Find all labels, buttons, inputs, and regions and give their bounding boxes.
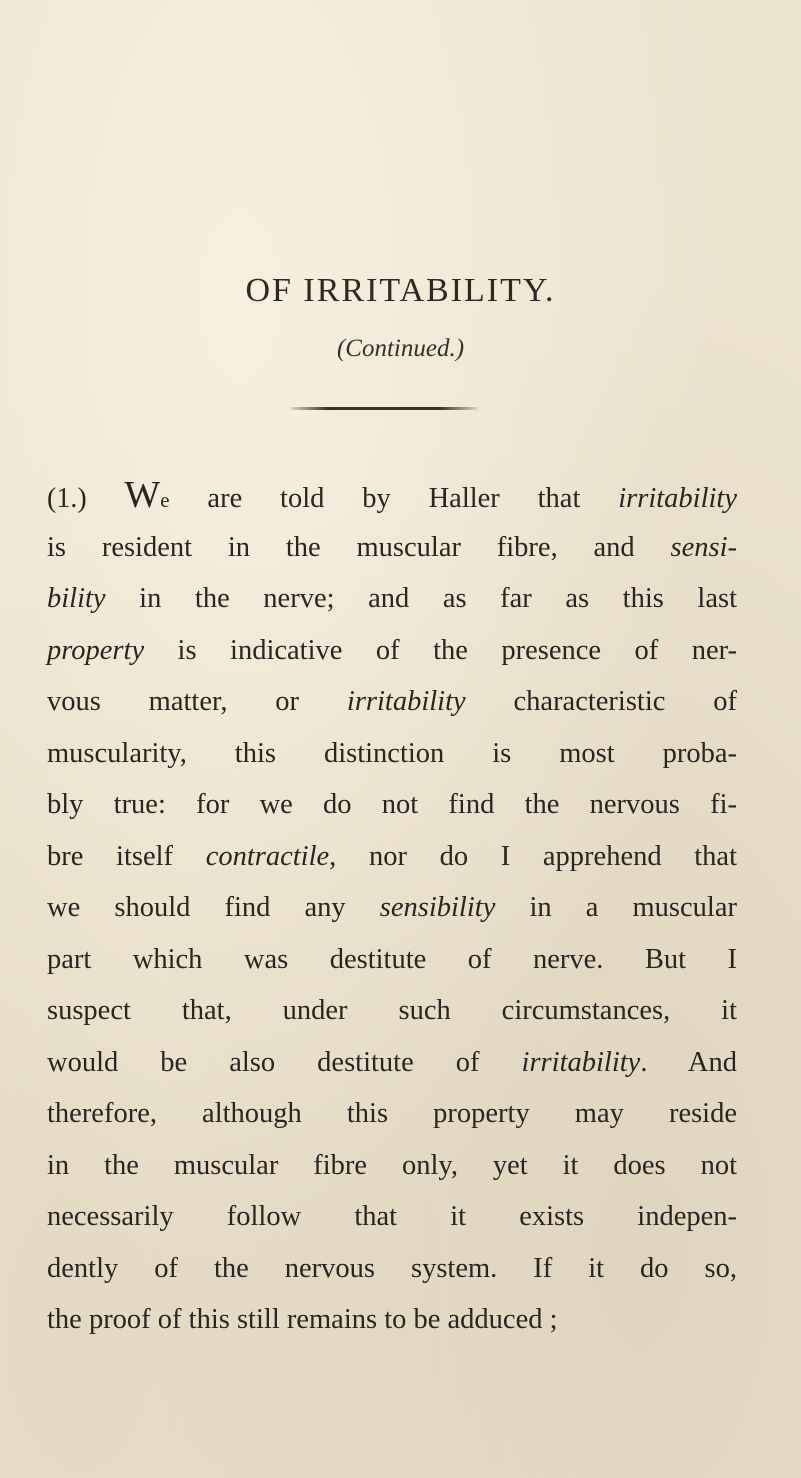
italic-word: property [47, 634, 145, 666]
text-line [47, 625, 737, 677]
text-run: vous matter, or [47, 686, 347, 717]
paragraph-number: (1.) [47, 483, 125, 514]
text-run: bly true: for we do not find the nervous fi- [47, 789, 737, 820]
page-heading: OF IRRITABILITY. [245, 272, 556, 309]
text-run: would be also destitute of [47, 1046, 522, 1078]
text-line [47, 985, 737, 1037]
text-line [47, 934, 737, 986]
text-run: e [160, 488, 170, 512]
text-line [47, 573, 737, 625]
text-run: in the muscular fibre only, yet it does not [47, 1149, 737, 1181]
decorative-rule [290, 407, 478, 410]
text-run: we should find any [47, 892, 380, 923]
text-run: is indicative of the presence of ner- [144, 634, 737, 666]
text-line [47, 470, 737, 522]
text-line [47, 1140, 737, 1192]
italic-word: sensibility [379, 892, 496, 923]
text-run: characteristic of [465, 686, 737, 717]
text-line [47, 1191, 737, 1243]
text-run: dently of the nervous system. If it do so, [47, 1252, 737, 1284]
italic-word: bility [47, 583, 106, 614]
text-run: in a muscular [495, 892, 737, 923]
text-line [47, 728, 737, 780]
text-run: in the nerve; and as far as this last [105, 583, 737, 614]
italic-word: irritability [618, 483, 737, 514]
text-run: , nor do I apprehend that [329, 840, 737, 872]
text-line [47, 779, 737, 831]
text-run: is resident in the muscular fibre, and [47, 531, 671, 563]
initial-letter: W [124, 474, 161, 516]
text-run: part which was destitute of nerve. But I [47, 943, 737, 975]
continued-subheading: (Continued.) [336, 335, 465, 362]
text-run: are told by Haller that [169, 483, 619, 514]
text-line [47, 831, 737, 883]
text-run: suspect that, under such circumstances, it [47, 995, 737, 1026]
text-run: the proof of this still remains to be adduced ; [47, 1304, 558, 1335]
text-run: bre itself [47, 840, 206, 872]
text-line [47, 1037, 737, 1089]
text-run: muscularity, this distinction is most proba- [47, 737, 737, 769]
text-line [47, 882, 737, 934]
italic-word: contractile [205, 840, 330, 872]
text-line [47, 1088, 737, 1140]
italic-word: sensi- [670, 531, 737, 563]
text-run: therefore, although this property may reside [47, 1098, 737, 1129]
paragraph-body [47, 470, 737, 1346]
text-line [47, 1294, 737, 1346]
text-line [47, 676, 737, 728]
text-run: . And [640, 1046, 737, 1078]
text-run: necessarily follow that it exists indepen- [47, 1201, 737, 1232]
italic-word: irritability [346, 686, 466, 717]
text-line [47, 522, 737, 574]
italic-word: irritability [521, 1046, 641, 1078]
text-line [47, 1243, 737, 1295]
